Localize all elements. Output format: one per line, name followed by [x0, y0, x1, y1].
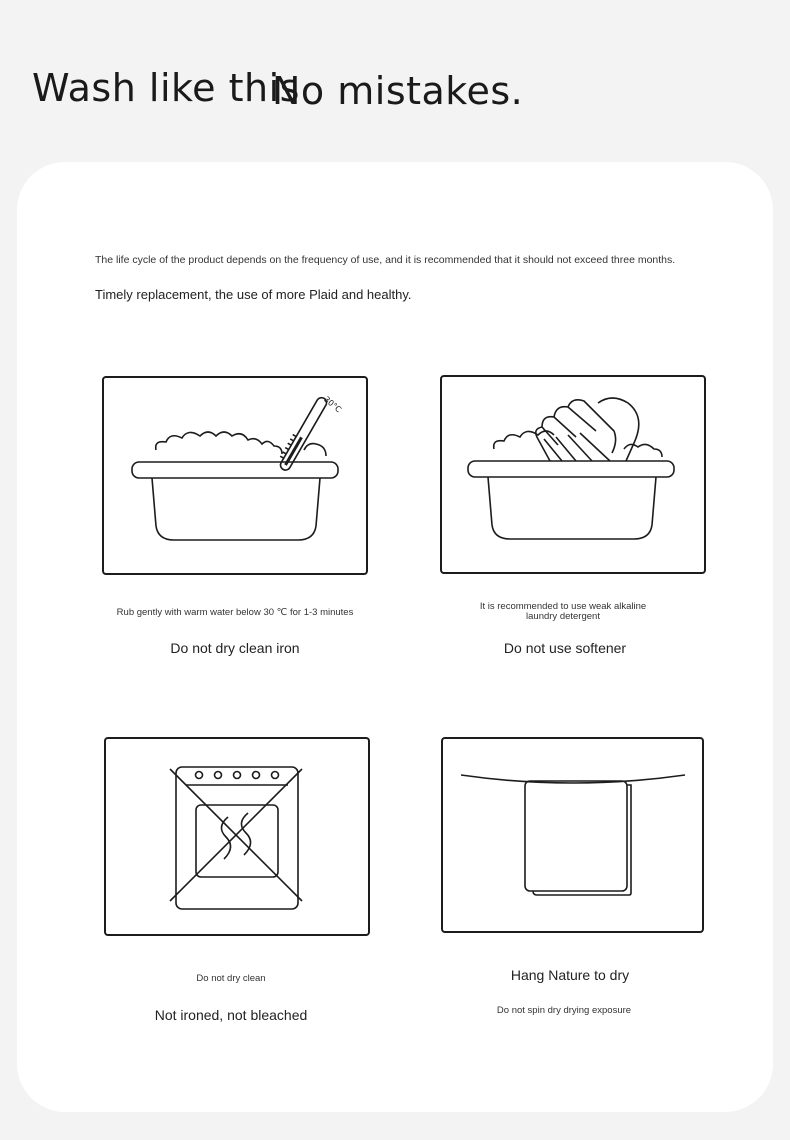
- warm-water-caption-large: Do not dry clean iron: [170, 640, 300, 656]
- headline-part-1: Wash like this: [32, 66, 300, 110]
- line-dry-icon: [443, 739, 702, 931]
- line-dry-panel: [441, 737, 704, 933]
- hand-washing-basin-panel: [440, 375, 706, 574]
- headline-part-2: No mistakes.: [272, 69, 524, 113]
- dry-clean-caption-large: Not ironed, not bleached: [154, 1007, 308, 1023]
- warm-water-basin-icon: [104, 378, 366, 573]
- detergent-caption-large: Do not use softener: [503, 640, 627, 656]
- headline: [32, 66, 524, 113]
- thermometer-temperature-label: 30°C: [322, 394, 344, 415]
- line-dry-caption-small: Do not spin dry drying exposure: [496, 1005, 632, 1016]
- intro-replacement-text: Timely replacement, the use of more Plaid and healthy.: [95, 287, 412, 302]
- no-tumble-dry-icon: [106, 739, 368, 934]
- warm-water-caption-small: Rub gently with warm water below 30 ℃ for 1-3 minutes: [116, 607, 354, 618]
- no-tumble-dry-panel: [104, 737, 370, 936]
- dry-clean-caption-small: Do not dry clean: [196, 973, 266, 984]
- line-dry-caption-large: Hang Nature to dry: [510, 967, 630, 983]
- warm-water-basin-panel: [102, 376, 368, 575]
- detergent-caption-small: It is recommended to use weak alkaline laundry detergent: [479, 601, 647, 622]
- intro-life-cycle-text: The life cycle of the product depends on the frequency of use, and it is recommended that it should not exceed three months.: [95, 254, 676, 266]
- hand-washing-basin-icon: [442, 377, 704, 572]
- care-instructions-card: [17, 162, 773, 1112]
